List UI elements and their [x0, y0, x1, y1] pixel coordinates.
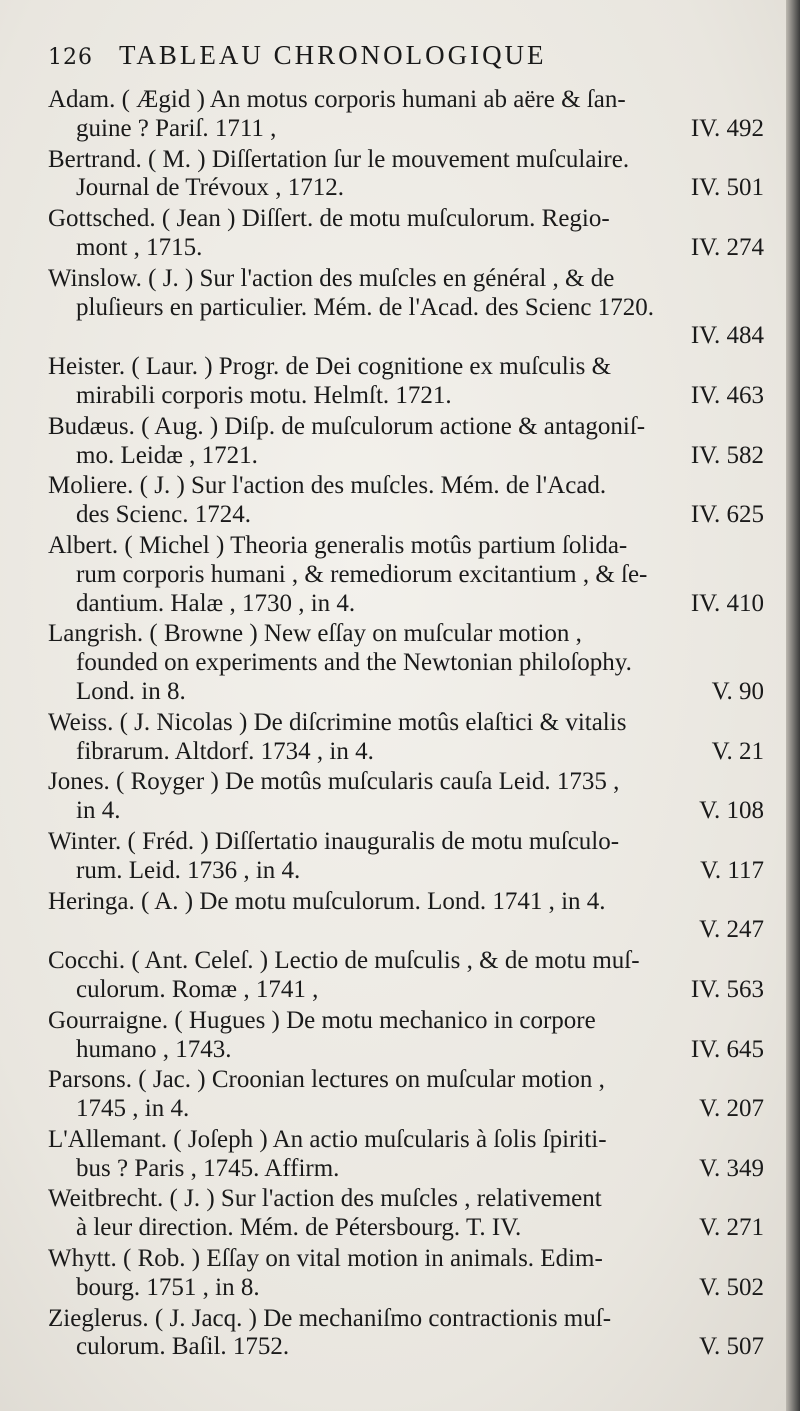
bibliography-entry: [48, 620, 770, 708]
entry-reference: IV. 463: [690, 381, 764, 409]
entry-reference: V. 271: [699, 1214, 764, 1242]
entry-text: mont , 1715.: [76, 233, 203, 261]
entry-line: Weitbrecht. ( J. ) Sur l'action des muſcles , relativement: [48, 1185, 602, 1213]
entry-line: Weiss. ( J. Nicolas ) De diſcrimine motûs elaſtici & vitalis: [48, 708, 627, 736]
entry-line: Whytt. ( Rob. ) Eſſay on vital motion in animals. Edim-: [48, 1245, 603, 1273]
entry-line: founded on experiments and the Newtonian philoſophy.: [76, 649, 632, 677]
bibliography-entry: [48, 1245, 770, 1305]
entry-text: mo. Leidæ , 1721.: [76, 441, 258, 469]
entry-line: Bertrand. ( M. ) Diſſertation ſur le mouvement muſculaire.: [48, 145, 630, 173]
entry-reference: IV. 410: [690, 589, 764, 617]
entry-line: L'Allemant. ( Joſeph ) An actio muſcularis à ſolis ſpiriti-: [48, 1125, 607, 1153]
running-title: TABLEAU CHRONOLOGIQUE: [119, 40, 547, 70]
entry-text: in 4.: [76, 797, 121, 825]
entry-line: [48, 234, 770, 263]
entry-text: culorum. Baſil. 1752.: [76, 1333, 290, 1361]
page-header: [48, 40, 770, 80]
entry-reference: IV. 582: [690, 441, 764, 469]
entry-reference: V. 247: [699, 916, 764, 944]
entry-line: [48, 738, 770, 767]
entry-reference: V. 117: [700, 856, 764, 884]
entry-line: [48, 322, 770, 351]
entry-reference: V. 207: [699, 1095, 764, 1123]
entry-line: [48, 501, 770, 530]
entry-reference: IV. 563: [690, 975, 764, 1003]
entry-line: Parsons. ( Jac. ) Croonian lectures on muſcular motion ,: [48, 1066, 605, 1094]
entry-line: Winslow. ( J. ) Sur l'action des muſcles en général , & de: [48, 264, 615, 292]
entry-text: 1745 , in 4.: [76, 1095, 190, 1123]
entry-line: [48, 174, 770, 203]
entry-line: [48, 1095, 770, 1124]
entry-line: pluſieurs en particulier. Mém. de l'Acad. des Scienc 1720.: [76, 293, 654, 321]
entry-text: bourg. 1751 , in 8.: [76, 1273, 260, 1301]
bibliography-entry: [48, 1007, 770, 1067]
bibliography-entry: [48, 768, 770, 828]
entry-line: [48, 1214, 770, 1243]
entry-reference: IV. 645: [690, 1035, 764, 1063]
entry-line: [48, 442, 770, 471]
bibliography-entry: [48, 413, 770, 473]
entry-line: [48, 678, 770, 707]
bibliography-entry: [48, 86, 770, 146]
entry-line: Gourraigne. ( Hugues ) De motu mechanico in corpore: [48, 1006, 596, 1034]
entry-text: culorum. Romæ , 1741 ,: [76, 975, 319, 1003]
entry-reference: IV. 492: [690, 114, 764, 142]
entry-line: [48, 857, 770, 886]
entry-text: fibrarum. Altdorf. 1734 , in 4.: [76, 737, 374, 765]
book-spine-shadow: [786, 0, 800, 1411]
entry-text: dantium. Halæ , 1730 , in 4.: [76, 589, 356, 617]
entry-line: Heringa. ( A. ) De motu muſculorum. Lond. 1741 , in 4.: [48, 887, 606, 915]
entry-line: rum corporis humani , & remediorum excitantium , & ſe-: [76, 560, 648, 588]
entry-text: humano , 1743.: [76, 1035, 232, 1063]
entry-line: [48, 590, 770, 619]
entry-text: mirabili corporis motu. Helmſt. 1721.: [76, 381, 452, 409]
bibliography-entry: [48, 205, 770, 265]
entry-reference: V. 507: [699, 1333, 764, 1361]
entry-line: Langrish. ( Browne ) New eſſay on muſcular motion ,: [48, 620, 582, 648]
bibliography-entry: [48, 353, 770, 413]
entry-line: Gottsched. ( Jean ) Diſſert. de motu muſculorum. Regio-: [48, 205, 610, 233]
bibliography-entry: [48, 532, 770, 620]
entry-reference: IV. 484: [690, 322, 764, 350]
bibliography-entry: [48, 1305, 770, 1365]
entry-line: [48, 1155, 770, 1184]
bibliography-entry: [48, 265, 770, 353]
entry-line: [48, 1333, 770, 1362]
bibliography-entry: [48, 146, 770, 206]
entry-line: Budæus. ( Aug. ) Diſp. de muſculorum actione & antagoniſ-: [48, 412, 646, 440]
bibliography-entry: [48, 828, 770, 888]
entry-line: Zieglerus. ( J. Jacq. ) De mechaniſmo contractionis muſ-: [48, 1304, 612, 1332]
entry-line: Cocchi. ( Ant. Celeſ. ) Lectio de muſculis , & de motu muſ-: [48, 947, 640, 975]
entry-line: Albert. ( Michel ) Theoria generalis motûs partium ſolida-: [48, 531, 628, 559]
entry-text: guine ? Pariſ. 1711 ,: [76, 114, 277, 142]
entry-line: Adam. ( Ægid ) An motus corporis humani ab aëre & ſan-: [48, 86, 626, 113]
page-number: 126: [48, 45, 93, 70]
entry-reference: IV. 501: [690, 174, 764, 202]
entry-text: des Scienc. 1724.: [76, 501, 251, 529]
entry-line: Jones. ( Royger ) De motûs muſcularis cauſa Leid. 1735 ,: [48, 768, 620, 796]
entry-line: Winter. ( Fréd. ) Diſſertatio inauguralis de motu muſculo-: [48, 827, 620, 855]
entry-line: [48, 1036, 770, 1065]
entry-reference: V. 349: [699, 1154, 764, 1182]
entry-reference: V. 21: [711, 737, 764, 765]
entry-line: [48, 916, 770, 945]
entry-reference: V. 90: [711, 677, 764, 705]
entry-text: rum. Leid. 1736 , in 4.: [76, 856, 301, 884]
entry-line: [48, 797, 770, 826]
entry-line: [48, 976, 770, 1005]
entry-text: Journal de Trévoux , 1712.: [76, 174, 345, 202]
bibliography-entry: [48, 888, 770, 948]
entry-reference: V. 108: [699, 797, 764, 825]
entry-line: Moliere. ( J. ) Sur l'action des muſcles. Mém. de l'Acad.: [48, 472, 607, 500]
bibliography-entry: [48, 1126, 770, 1186]
entry-text: à leur direction. Mém. de Pétersbourg. T. IV.: [76, 1214, 522, 1242]
bibliography-entry: [48, 1185, 770, 1245]
bibliography-entry: [48, 1066, 770, 1126]
bibliography-entry: [48, 947, 770, 1007]
entry-line: [48, 115, 770, 144]
entry-line: Heister. ( Laur. ) Progr. de Dei cognitione ex muſculis &: [48, 353, 612, 381]
bibliography-entry: [48, 709, 770, 769]
entry-reference: V. 502: [699, 1273, 764, 1301]
entry-text: Lond. in 8.: [76, 677, 186, 705]
entry-reference: IV. 274: [690, 233, 764, 261]
bibliography-entry: [48, 472, 770, 532]
entry-reference: IV. 625: [690, 501, 764, 529]
entry-line: [48, 382, 770, 411]
entry-text: bus ? Paris , 1745. Affirm.: [76, 1154, 340, 1182]
bibliography-list: [48, 86, 770, 1364]
entry-line: [48, 1274, 770, 1303]
